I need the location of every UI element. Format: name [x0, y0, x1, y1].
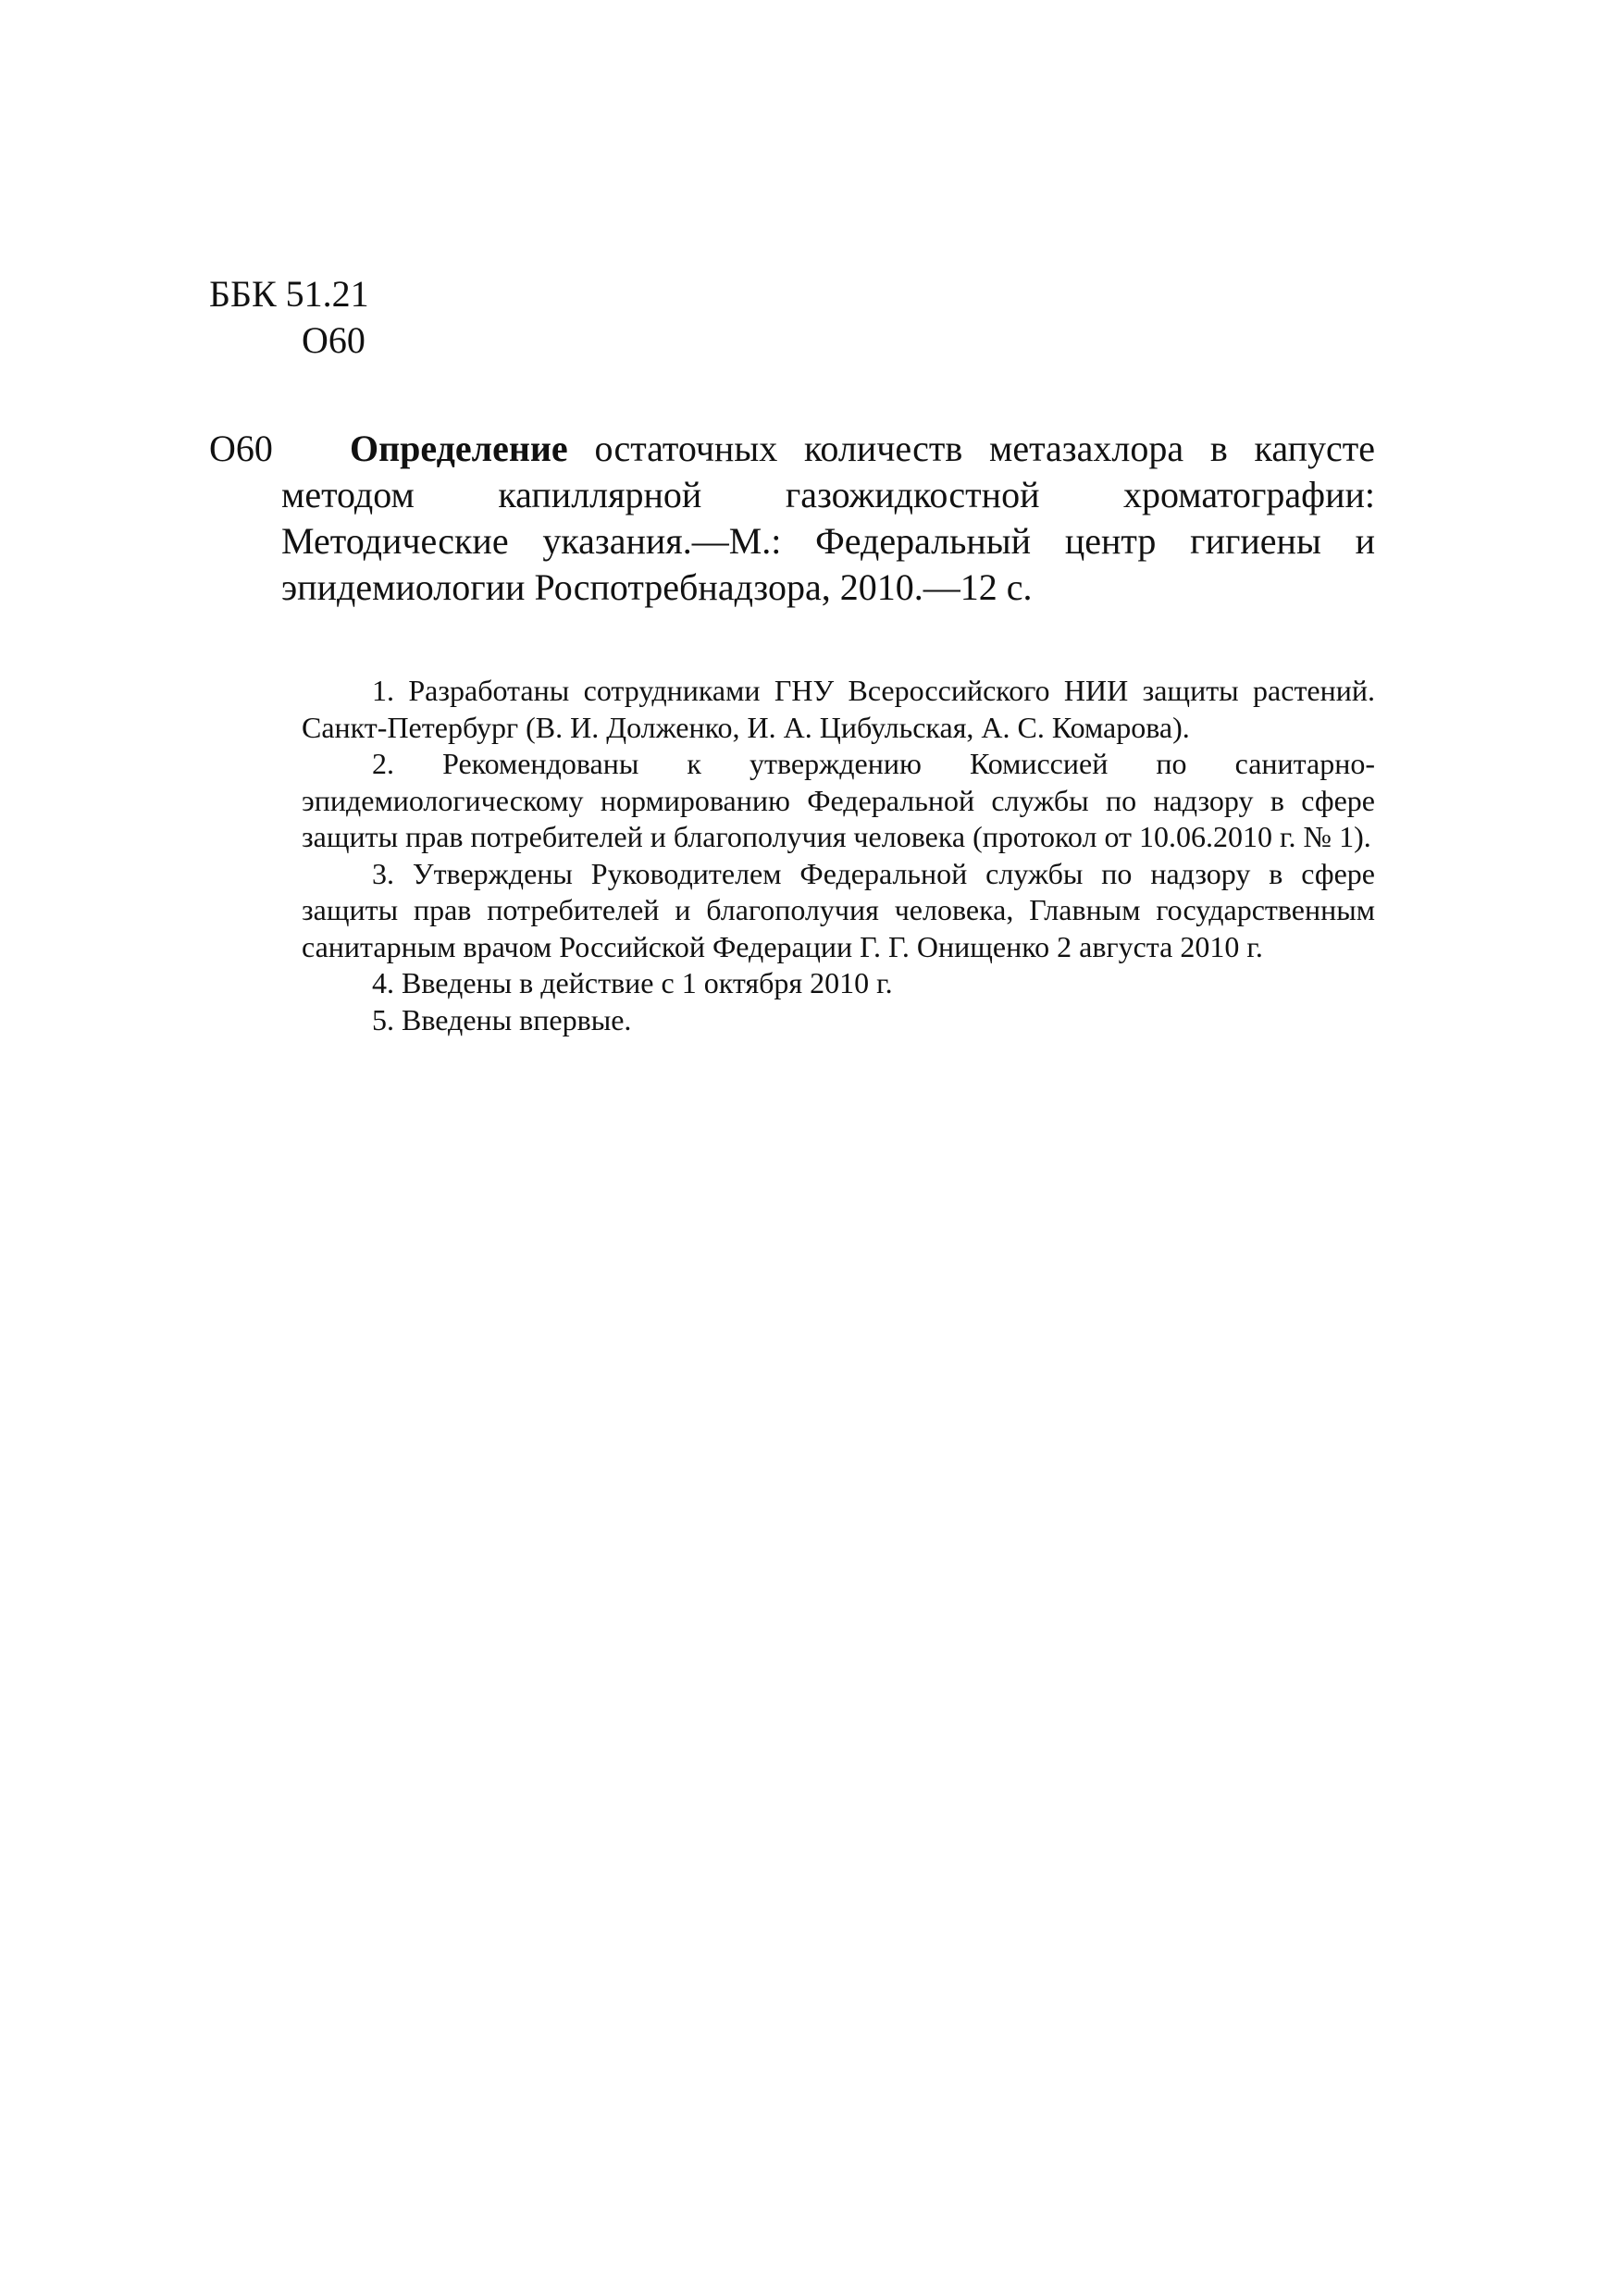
catalog-entry-sign: О60: [209, 428, 273, 469]
document-notes: [302, 673, 1375, 1038]
note-recommendation: 2. Рекомендованы к утверждению Комиссией по санитарно-эпидемиологическому нормированию Федеральной службы по надзору в сфере защиты прав потребителей и благополучия человека (протокол от 10.06.2010 г. № 1).: [302, 747, 1375, 853]
bbk-author-sign: О60: [302, 319, 365, 361]
note-developers: 1. Разработаны сотрудниками ГНУ Всероссийского НИИ защиты растений. Санкт-Петербург (В. И. Долженко, И. А. Цибульская, А. С. Комарова).: [302, 674, 1375, 744]
catalog-entry-title: Определение: [350, 428, 568, 469]
bbk-classification-code: ББК 51.21: [209, 273, 369, 315]
note-approval: 3. Утверждены Руководителем Федеральной службы по надзору в сфере защиты прав потребителей и благополучия человека, Главным государственным санитарным врачом Российской Федерации Г. Г. Онищенко 2 августа 2010 г.: [302, 856, 1375, 963]
note-first-introduction: 5. Введены впервые.: [372, 1002, 632, 1036]
catalog-entry-text: остаточных количеств метазахлора в капусте методом капиллярной газожидкостной хроматографии: Методические указания.—М.: Федеральный центр гигиены и эпидемиологии Роспотребнадзора, 2010.—12 с.: [281, 428, 1375, 608]
catalog-entry-description: [281, 426, 1375, 611]
note-effective-date: 4. Введены в действие с 1 октября 2010 г.: [372, 966, 893, 999]
